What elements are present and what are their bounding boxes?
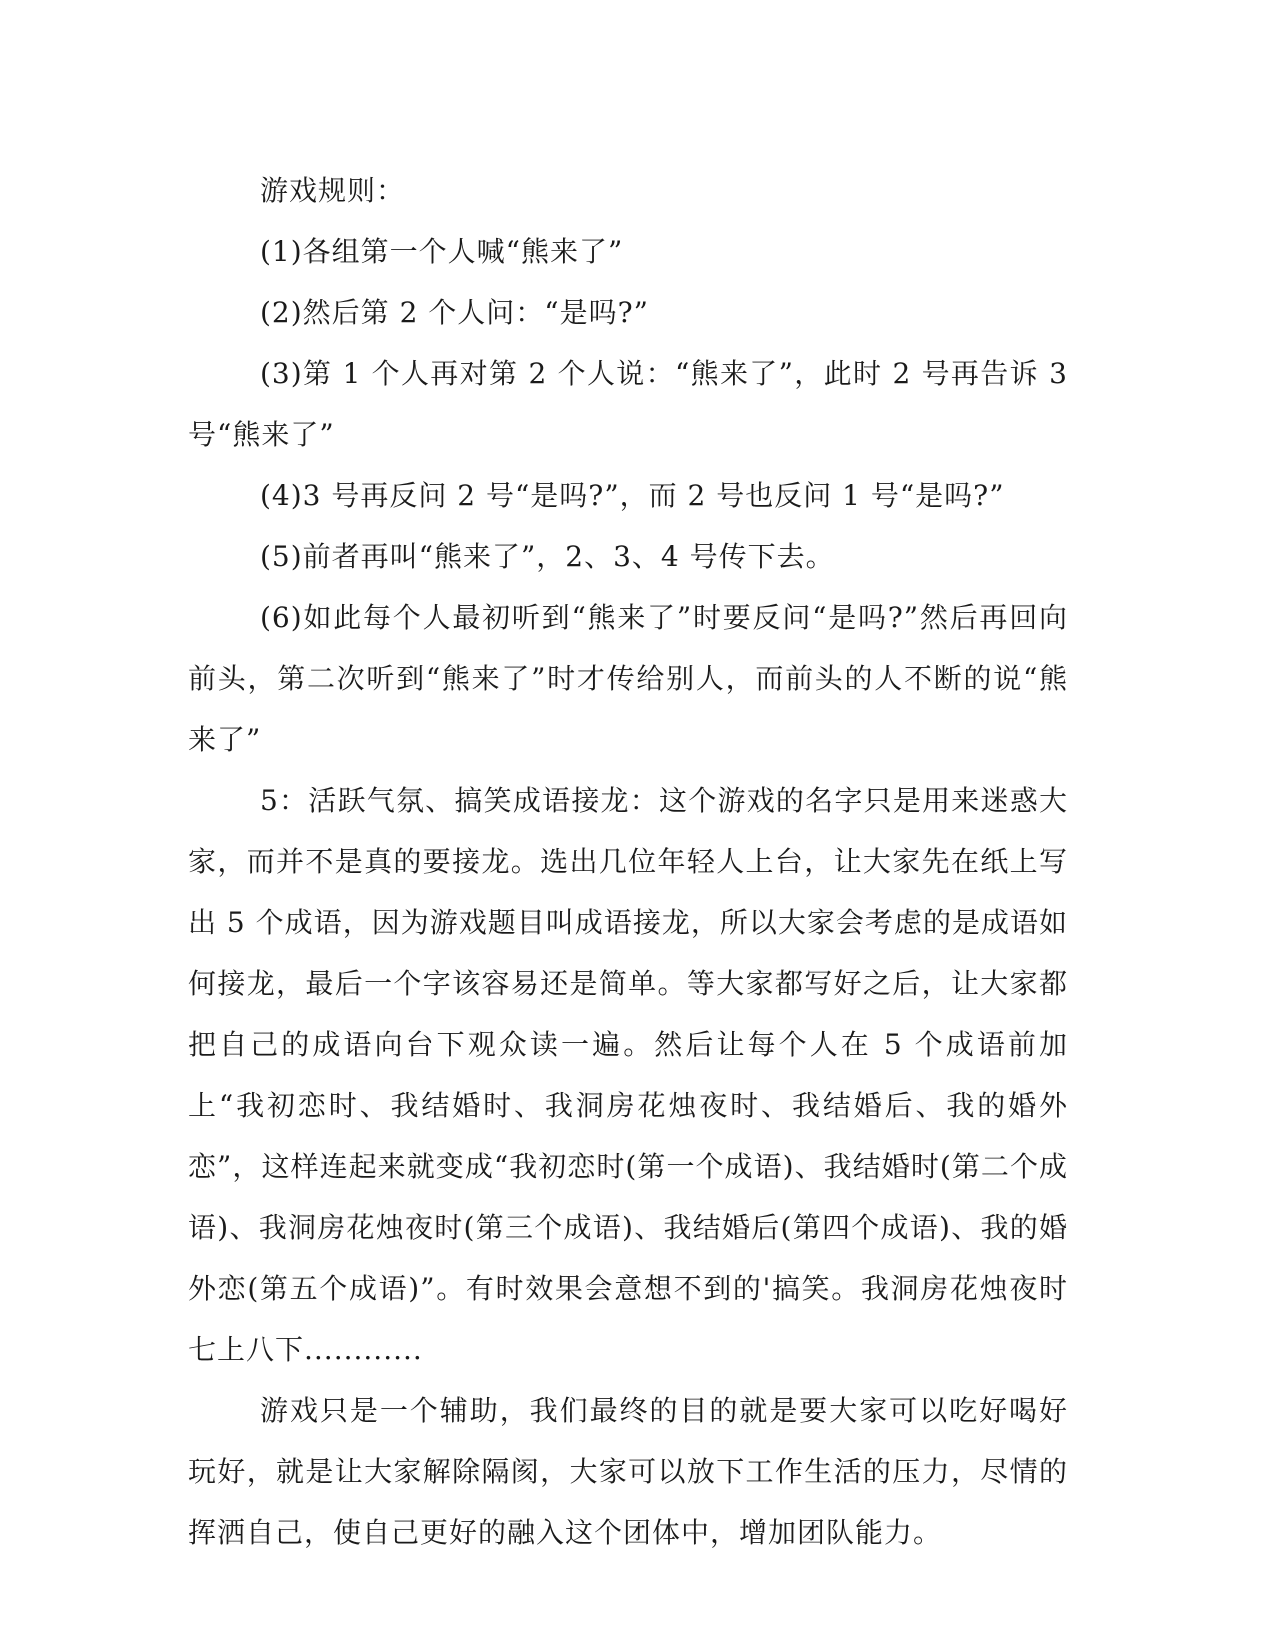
document-body (188, 160, 1068, 1563)
paragraph-rule-5: (5)前者再叫“熊来了”，2、3、4 号传下去。 (260, 540, 835, 573)
paragraph-conclusion: 游戏只是一个辅助，我们最终的目的就是要大家可以吃好喝好玩好，就是让大家解除隔阂，大家可以放下工作生活的压力，尽情的挥洒自己，使自己更好的融入这个团体中，增加团队能力。 (188, 1394, 1068, 1549)
paragraph-rules-heading: 游戏规则： (260, 174, 406, 207)
paragraph-rule-1: (1)各组第一个人喊“熊来了” (260, 235, 624, 268)
paragraph-rule-2: (2)然后第 2 个人问：“是吗?” (260, 296, 649, 329)
paragraph-idiom-game: 5：活跃气氛、搞笑成语接龙：这个游戏的名字只是用来迷惑大家，而并不是真的要接龙。选出几位年轻人上台，让大家先在纸上写出 5 个成语，因为游戏题目叫成语接龙，所以大家会考虑的是成语如何接龙，最后一个字该容易还是简单。等大家都写好之后，让大家都把自己的成语向台下观众读一遍。然后让每个人在 5 个成语前加上“我初恋时、我结婚时、我洞房花烛夜时、我结婚后、我的婚外恋”，这样连起来就变成“我初恋时(第一个成语)、我结婚时(第二个成语)、我洞房花烛夜时(第三个成语)、我结婚后(第四个成语)、我的婚外恋(第五个成语)”。有时效果会意想不到的'搞笑。我洞房花烛夜时七上八下............ (188, 784, 1068, 1366)
paragraph-rule-4: (4)3 号再反问 2 号“是吗?”，而 2 号也反问 1 号“是吗?” (260, 479, 1005, 512)
paragraph-rule-6: (6)如此每个人最初听到“熊来了”时要反问“是吗?”然后再回向前头，第二次听到“熊来了”时才传给别人，而前头的人不断的说“熊来了” (188, 601, 1068, 756)
paragraph-rule-3: (3)第 1 个人再对第 2 个人说：“熊来了”，此时 2 号再告诉 3 号“熊来了” (188, 357, 1068, 451)
